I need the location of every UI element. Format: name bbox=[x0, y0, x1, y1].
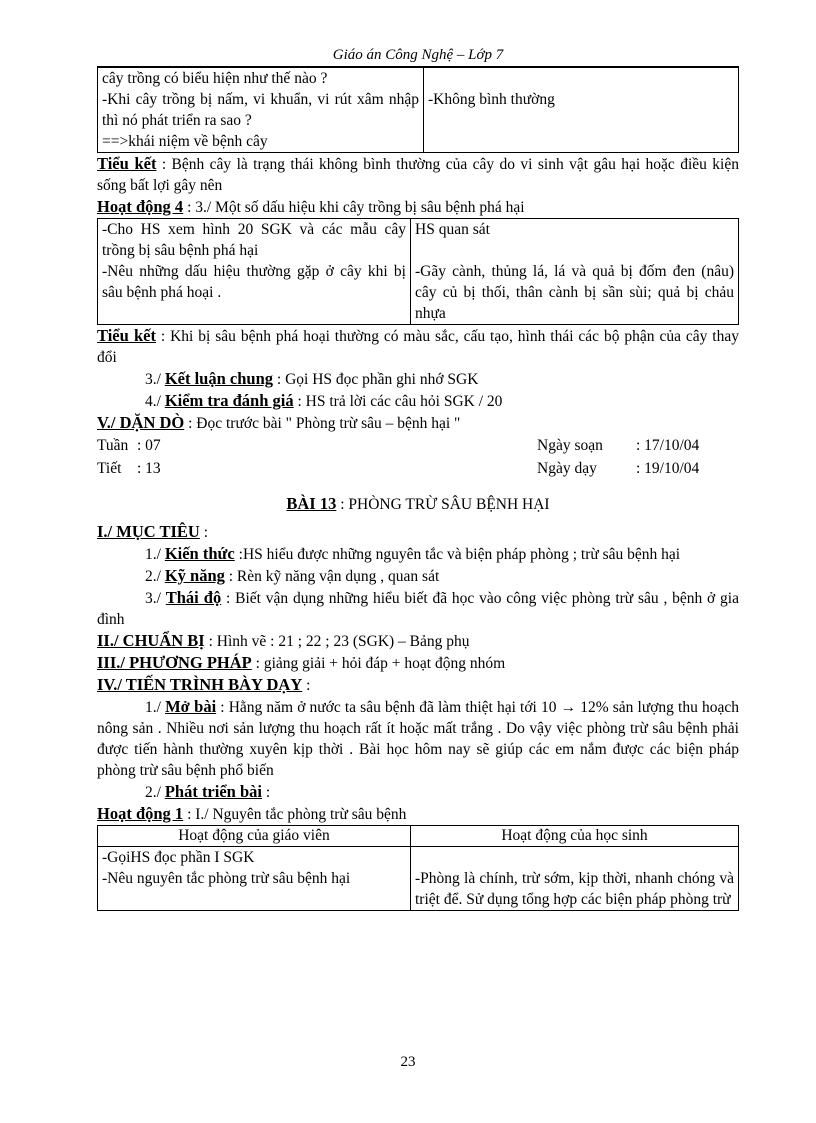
lesson-title-text: : PHÒNG TRỪ SÂU BỆNH HẠI bbox=[336, 496, 550, 513]
kiem-tra-text: : HS trả lời các câu hỏi SGK / 20 bbox=[293, 393, 503, 410]
chuan-bi bbox=[97, 630, 739, 652]
ky-nang bbox=[97, 565, 739, 587]
dan-do-label: V./ DẶN DÒ bbox=[97, 413, 185, 432]
schedule-row-2 bbox=[97, 457, 739, 480]
schedule-row-1 bbox=[97, 434, 739, 457]
tieu-ket-1 bbox=[97, 153, 739, 196]
table1-right-spacer bbox=[428, 68, 734, 89]
kiem-tra-num: 4./ bbox=[145, 393, 165, 410]
hoat-dong-4-label: Hoạt động 4 bbox=[97, 197, 184, 216]
table2-teacher-cell bbox=[98, 219, 411, 325]
muc-tieu-label: I./ MỤC TIÊU bbox=[97, 522, 200, 541]
phuong-phap-text: : giảng giải + hỏi đáp + hoạt động nhóm bbox=[251, 655, 506, 672]
thai-do-text: : Biết vận dụng những hiểu biết đã học vào công việc phòng trừ sâu , bệnh ở gia đình bbox=[97, 590, 739, 628]
hoat-dong-1 bbox=[97, 803, 739, 825]
table3-header-teacher: Hoạt động của giáo viên bbox=[98, 826, 411, 847]
phat-trien-num: 2./ bbox=[145, 784, 165, 801]
dan-do bbox=[97, 412, 739, 434]
tieu-ket-label: Tiểu kết bbox=[97, 154, 157, 173]
hoat-dong-1-label: Hoạt động 1 bbox=[97, 804, 184, 823]
table2-student-cell bbox=[411, 219, 739, 325]
table2-left-line: -Nêu những dấu hiệu thường gặp ở cây khi bị sâu bệnh phá hoại . bbox=[102, 263, 406, 301]
table1-right-line: -Không bình thường bbox=[428, 91, 555, 108]
mo-bai bbox=[97, 696, 739, 781]
phuong-phap-label: III./ PHƯƠNG PHÁP bbox=[97, 653, 252, 672]
table1-left-line: -Khi cây trồng bị nấm, vi khuẩn, vi rút xâm nhập thì nó phát triển ra sao ? bbox=[102, 91, 419, 129]
ky-nang-label: Kỹ năng bbox=[164, 566, 225, 585]
ngay-day-value: : 19/10/04 bbox=[636, 460, 700, 477]
phat-trien-bai bbox=[97, 781, 739, 803]
kien-thuc-label: Kiến thức bbox=[164, 544, 235, 563]
kiem-tra-danh-gia bbox=[97, 390, 739, 412]
kien-thuc-text: :HS hiểu được những nguyên tắc và biện pháp phòng ; trừ sâu bệnh hại bbox=[234, 546, 681, 563]
tien-trinh bbox=[97, 674, 739, 696]
tiet-value: : 13 bbox=[137, 460, 161, 477]
ngay-day-label: Ngày dạy bbox=[537, 460, 597, 477]
chuan-bi-label: II./ CHUẨN BỊ bbox=[97, 631, 205, 650]
activity-table-3 bbox=[97, 825, 739, 911]
page-number: 23 bbox=[400, 1054, 416, 1070]
hoat-dong-4 bbox=[97, 196, 739, 218]
ngay-soan-label: Ngày soạn bbox=[537, 437, 603, 454]
table3-left-line: -Nêu nguyên tắc phòng trừ sâu bệnh hại bbox=[102, 870, 351, 887]
ket-luan-num: 3./ bbox=[145, 371, 165, 388]
thai-do bbox=[97, 587, 739, 630]
ket-luan-label: Kết luận chung bbox=[164, 369, 274, 388]
ket-luan-text: : Gọi HS đọc phần ghi nhớ SGK bbox=[273, 371, 479, 388]
table1-left-line: ==>khái niệm về bệnh cây bbox=[102, 133, 268, 150]
tien-trinh-label: IV./ TIẾN TRÌNH BÀY DẠY bbox=[97, 675, 303, 694]
page-header: Giáo án Công Nghệ – Lớp 7 bbox=[97, 44, 739, 67]
phuong-phap bbox=[97, 652, 739, 674]
ky-nang-text: : Rèn kỹ năng vận dụng , quan sát bbox=[224, 568, 440, 585]
tien-trinh-text: : bbox=[302, 677, 311, 694]
tieu-ket-text: : Khi bị sâu bệnh phá hoại thường có màu sắc, cấu tạo, hình thái các bộ phận của cây thay đổi bbox=[97, 328, 739, 366]
tieu-ket-label: Tiểu kết bbox=[97, 326, 156, 345]
kien-thuc bbox=[97, 543, 739, 565]
table2-left-line: -Cho HS xem hình 20 SGK và các mẫu cây trồng bị sâu bệnh phá hại bbox=[102, 221, 406, 259]
muc-tieu-text: : bbox=[199, 524, 209, 541]
tieu-ket-text: : Bệnh cây là trạng thái không bình thường của cây do vi sinh vật gâu hại hoặc điều kiện sống bất lợi gây nên bbox=[97, 156, 739, 194]
phat-trien-text: : bbox=[261, 784, 271, 801]
mo-bai-text: : Hằng năm ở nước ta sâu bệnh đã làm thiệt hại tới 10 → 12% sản lượng thu hoạch nông sản . Nhiều nơi sản lượng thu hoạch rất ít hoặc mất trắng . Do vậy việc phòng trừ sâu bệnh phải được tiến hành thường xuyên kịp thời . Bài học hôm nay sẽ giúp các em nắm được các biện pháp phòng trừ sâu bệnh phổ biến bbox=[97, 699, 739, 779]
muc-tieu-heading bbox=[97, 521, 739, 543]
chuan-bi-text: : Hình vẽ : 21 ; 22 ; 23 (SGK) – Bảng phụ bbox=[204, 633, 470, 650]
ket-luan-chung bbox=[97, 368, 739, 390]
thai-do-num: 3./ bbox=[145, 590, 166, 607]
tieu-ket-2 bbox=[97, 325, 739, 368]
dan-do-text: : Đọc trước bài " Phòng trừ sâu – bệnh hại " bbox=[184, 415, 461, 432]
schedule-block bbox=[97, 434, 739, 480]
table2-right-line: -Gãy cành, thủng lá, lá và quả bị đốm đen (nâu) cây củ bị thối, thân cành bị sần sùi; quả bị chảu nhựa bbox=[415, 263, 734, 322]
mo-bai-num: 1./ bbox=[145, 699, 166, 716]
tuan-label: Tuần bbox=[97, 437, 129, 454]
phat-trien-label: Phát triển bài bbox=[164, 782, 262, 801]
lesson-title-label: BÀI 13 bbox=[286, 494, 337, 513]
table3-student-cell bbox=[411, 847, 739, 911]
activity-table-2 bbox=[97, 218, 739, 325]
activity-table-1 bbox=[97, 67, 739, 153]
table3-header-student: Hoạt động của học sinh bbox=[411, 826, 739, 847]
hoat-dong-1-text: : I./ Nguyên tắc phòng trừ sâu bệnh bbox=[183, 806, 407, 823]
table1-student-cell bbox=[424, 68, 739, 153]
table3-right-line: -Phòng là chính, trừ sớm, kịp thời, nhanh chóng và triệt để. Sử dụng tổng hợp các biện pháp phòng trừ bbox=[415, 870, 734, 908]
thai-do-label: Thái độ bbox=[165, 588, 222, 607]
mo-bai-label: Mở bài bbox=[165, 697, 217, 716]
kiem-tra-label: Kiểm tra đánh giá bbox=[164, 391, 294, 410]
ngay-soan-value: : 17/10/04 bbox=[636, 437, 700, 454]
table1-left-line: cây trồng có biểu hiện như thế nào ? bbox=[102, 70, 328, 87]
table2-right-line: HS quan sát bbox=[415, 221, 490, 238]
tuan-value: : 07 bbox=[137, 437, 161, 454]
document-page bbox=[97, 44, 739, 911]
lesson-title bbox=[97, 492, 739, 517]
table1-teacher-cell bbox=[98, 68, 424, 153]
ky-nang-num: 2./ bbox=[145, 568, 165, 585]
kien-thuc-num: 1./ bbox=[145, 546, 165, 563]
table3-left-line: -GọiHS đọc phần I SGK bbox=[102, 849, 255, 866]
table3-teacher-cell bbox=[98, 847, 411, 911]
tiet-label: Tiết bbox=[97, 460, 122, 477]
hoat-dong-4-text: : 3./ Một số dấu hiệu khi cây trồng bị sâu bệnh phá hại bbox=[183, 199, 525, 216]
